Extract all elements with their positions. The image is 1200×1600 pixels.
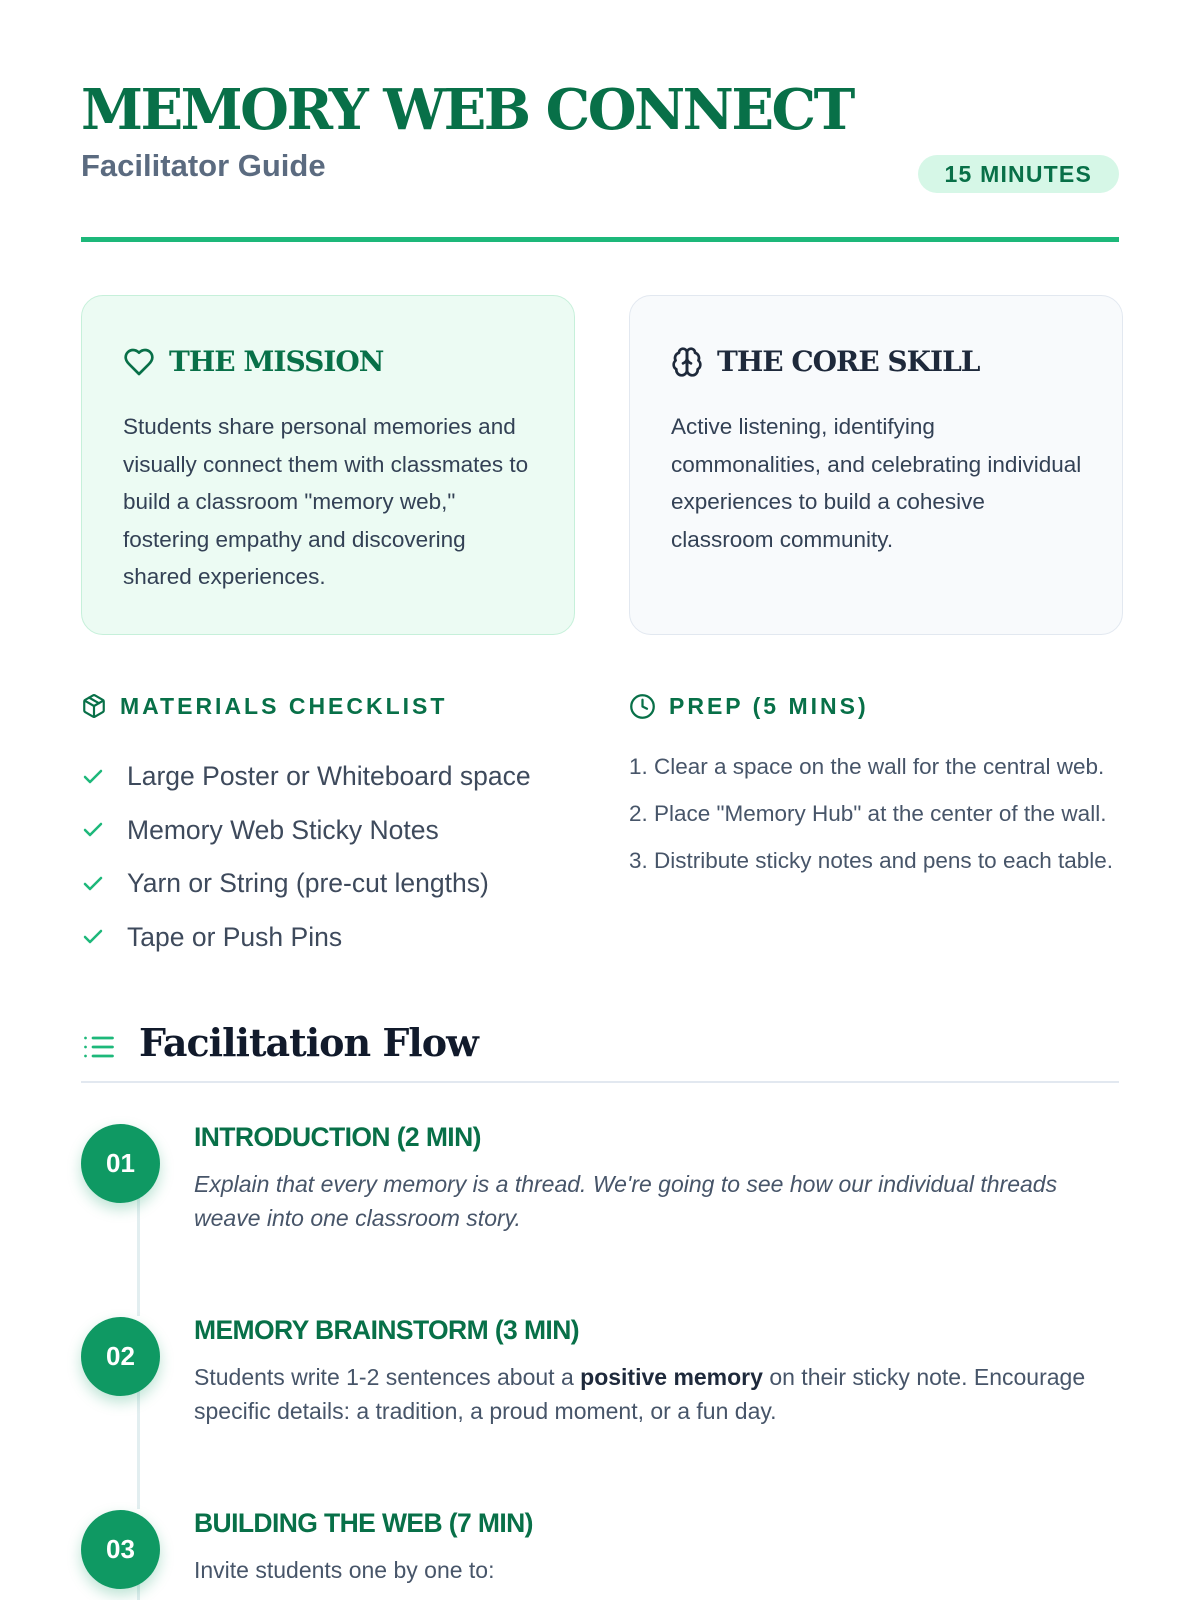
core-skill-card-header [671,346,1084,378]
clock-icon [629,693,656,720]
mission-card-body: Students share personal memories and visually connect them with classmates to build a classroom "memory web," fostering empathy and discovering shared experiences. [123,414,529,589]
step-number-badge: 02 [81,1317,160,1396]
prep-step: 2. Place "Memory Hub" at the center of the wall. [629,801,1107,826]
mission-card-title: THE MISSION [169,345,384,378]
checklist-item-label: Yarn or String (pre-cut lengths) [127,868,489,899]
checklist-item [81,804,581,858]
step-description-emphasis: positive memory [580,1363,763,1390]
checklist-item [81,857,581,911]
materials-heading-label: MATERIALS CHECKLIST [120,692,448,719]
checklist-item-label: Memory Web Sticky Notes [127,814,439,845]
materials-heading [81,693,447,719]
mission-card [81,295,575,635]
page-title: MEMORY WEB CONNECT [81,77,853,143]
step-number-badge: 01 [81,1124,160,1203]
flow-step [81,1510,1119,1600]
check-icon [81,818,105,842]
step-description-text: Students write 1-2 sentences about a [194,1363,581,1390]
timeline-connector [137,1184,140,1316]
core-skill-card-title: THE CORE SKILL [717,345,980,378]
step-description: Explain that every memory is a thread. We're going to see how our individual threads weave into one classroom story. [194,1170,1058,1231]
step-content [194,1317,1119,1428]
list-icon [81,1029,117,1065]
facilitation-flow-heading [81,1017,1119,1083]
check-icon [81,872,105,896]
core-skill-card [629,295,1123,635]
prep-step: 3. Distribute sticky notes and pens to each table. [629,848,1114,873]
facilitation-flow-title: Facilitation Flow [139,1020,478,1065]
prep-step: 1. Clear a space on the wall for the central web. [629,754,1105,779]
prep-heading-label: PREP (5 MINS) [669,693,869,719]
step-title: BUILDING THE WEB (7 MIN) [194,1508,533,1538]
timeline-connector [137,1377,140,1509]
duration-badge: 15 MINUTES [918,155,1119,193]
heart-icon [123,346,155,378]
prep-steps [629,750,1129,891]
step-title: MEMORY BRAINSTORM (3 MIN) [194,1315,579,1345]
core-skill-card-body: Active listening, identifying commonalities, and celebrating individual experiences to build a cohesive classroom community. [671,414,1082,552]
checklist-item [81,911,581,965]
checklist-item-label: Tape or Push Pins [127,921,343,952]
brain-icon [671,346,703,378]
box-icon [81,693,107,719]
page-header [81,0,1119,242]
step-description: Invite students one by one to: [194,1556,495,1583]
prep-heading [629,693,869,720]
check-icon [81,765,105,789]
step-description [194,1360,1119,1428]
step-content [194,1510,1119,1587]
flow-step [81,1124,1119,1314]
mission-card-header [123,346,536,378]
check-icon [81,925,105,949]
step-content [194,1124,1119,1235]
flow-step [81,1317,1119,1507]
step-description-text: on their sticky note. Encourage specific details: a tradition, a proud moment, or a fun day. [194,1363,1086,1424]
materials-checklist [81,750,581,964]
page-subtitle: Facilitator Guide [81,148,326,183]
checklist-item [81,750,581,804]
checklist-item-label: Large Poster or Whiteboard space [127,761,531,792]
step-number-badge: 03 [81,1510,160,1589]
step-title: INTRODUCTION (2 MIN) [194,1122,481,1152]
